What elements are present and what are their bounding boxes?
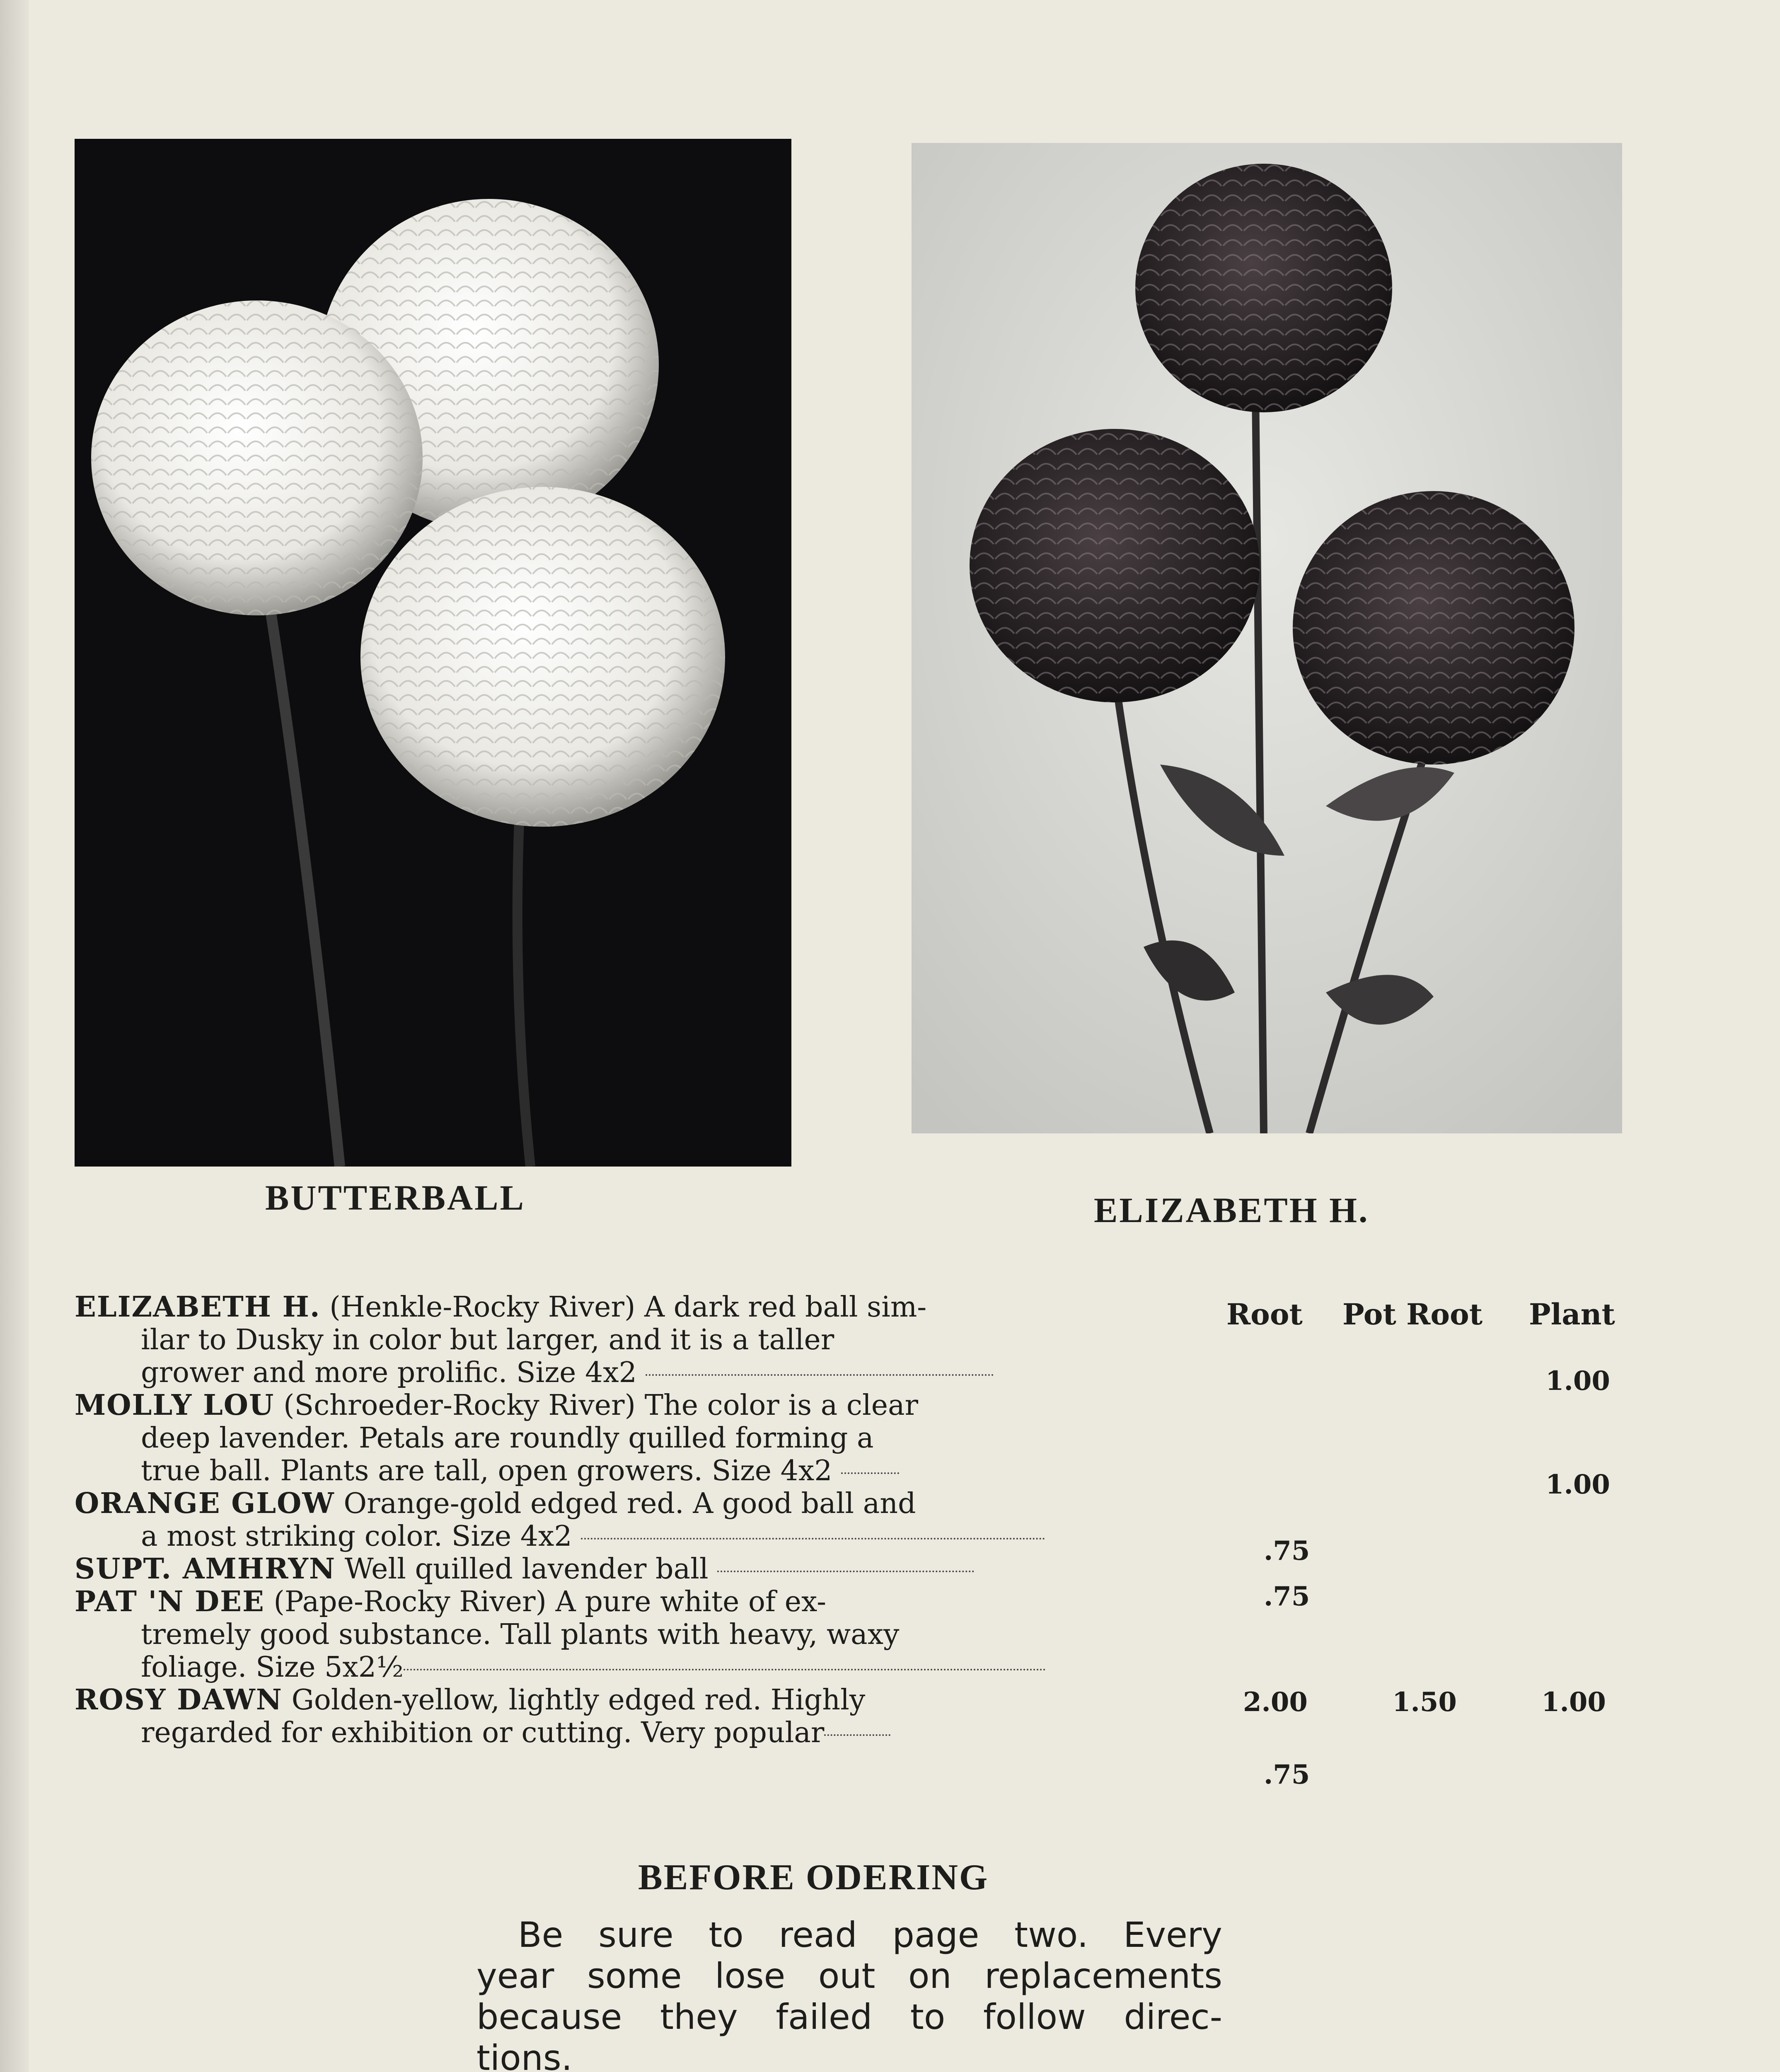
variety-description: Well quilled lavender ball (344, 1553, 709, 1585)
text-line: tions. (476, 2038, 573, 2072)
dot-leader (404, 1668, 1046, 1670)
variety-entry-rosy-dawn (75, 1684, 1152, 1749)
supt-amhryn-root-price: .75 (1264, 1581, 1310, 1612)
variety-description: tremely good substance. Tall plants with heavy, waxy (141, 1618, 900, 1651)
butterball-caption: BUTTERBALL (265, 1178, 525, 1218)
variety-name: PAT 'N DEE (75, 1585, 265, 1618)
variety-entry-orange-glow (75, 1487, 1152, 1553)
text-line: year some lose out on replacements (476, 1956, 1222, 1996)
butterball-photo (75, 139, 791, 1167)
dot-leader (841, 1472, 899, 1474)
variety-description: deep lavender. Petals are roundly quilled forming a (141, 1422, 874, 1455)
text-line: because they failed to follow direc- (476, 1997, 1222, 2037)
variety-description: a most striking color. Size 4x2 (141, 1520, 572, 1553)
pat-n-dee-plant-price: 1.00 (1541, 1687, 1606, 1718)
variety-description: (Schroeder-Rocky River) The color is a clear (283, 1389, 919, 1422)
elizabeth-h-plant-price: 1.00 (1545, 1365, 1610, 1397)
variety-entry-pat-n-dee (75, 1585, 1152, 1684)
molly-lou-plant-price: 1.00 (1545, 1469, 1610, 1500)
variety-entry-supt-amhryn (75, 1553, 1152, 1585)
variety-name: ROSY DAWN (75, 1684, 283, 1716)
dot-leader (581, 1537, 1045, 1539)
variety-name: ORANGE GLOW (75, 1487, 335, 1520)
dark-flower-left (970, 429, 1260, 702)
variety-description: foliage. Size 5x2½ (141, 1651, 404, 1684)
flower-left (91, 300, 423, 615)
before-ordering-text (476, 1915, 1222, 2072)
butterball-image (75, 139, 791, 1167)
variety-description: ilar to Dusky in color but larger, and it is a taller (141, 1324, 834, 1356)
variety-entry-molly-lou (75, 1389, 1152, 1487)
rosy-dawn-root-price: .75 (1264, 1759, 1310, 1790)
root-column-header: Root (1226, 1297, 1303, 1331)
plant-column-header: Plant (1529, 1297, 1615, 1331)
pat-n-dee-root-price: 2.00 (1243, 1687, 1308, 1718)
elizabeth-h-photo (912, 143, 1622, 1133)
flower-right (360, 487, 725, 827)
variety-description: Golden-yellow, lightly edged red. Highly (291, 1684, 866, 1716)
orange-glow-root-price: .75 (1264, 1535, 1310, 1566)
dark-flower-right (1293, 491, 1574, 765)
pat-n-dee-pot-root-price: 1.50 (1392, 1687, 1457, 1718)
variety-description: true ball. Plants are tall, open growers. Size 4x2 (141, 1455, 832, 1487)
variety-description: (Henkle-Rocky River) A dark red ball sim- (329, 1291, 927, 1324)
variety-list (75, 1291, 1152, 1749)
dot-leader (824, 1734, 890, 1736)
variety-description: Orange-gold edged red. A good ball and (343, 1487, 916, 1520)
dark-flower-top (1135, 164, 1392, 412)
variety-description: regarded for exhibition or cutting. Very popular (141, 1716, 825, 1749)
elizabeth-h-caption: ELIZABETH H. (1094, 1190, 1369, 1230)
text-line: Be sure to read page two. Every (518, 1915, 1222, 1955)
variety-description: grower and more prolific. Size 4x2 (141, 1356, 637, 1389)
book-spine-shadow (0, 0, 29, 2072)
variety-name: MOLLY LOU (75, 1389, 275, 1422)
variety-name: SUPT. AMHRYN (75, 1553, 336, 1585)
dot-leader (646, 1374, 994, 1376)
dot-leader (717, 1570, 974, 1572)
pot-root-column-header: Pot Root (1342, 1297, 1483, 1331)
variety-name: ELIZABETH H. (75, 1291, 321, 1324)
variety-entry-elizabeth-h (75, 1291, 1152, 1389)
elizabeth-h-image (912, 143, 1622, 1133)
before-ordering-title: BEFORE ODERING (638, 1857, 989, 1898)
variety-description: (Pape-Rocky River) A pure white of ex- (273, 1585, 827, 1618)
